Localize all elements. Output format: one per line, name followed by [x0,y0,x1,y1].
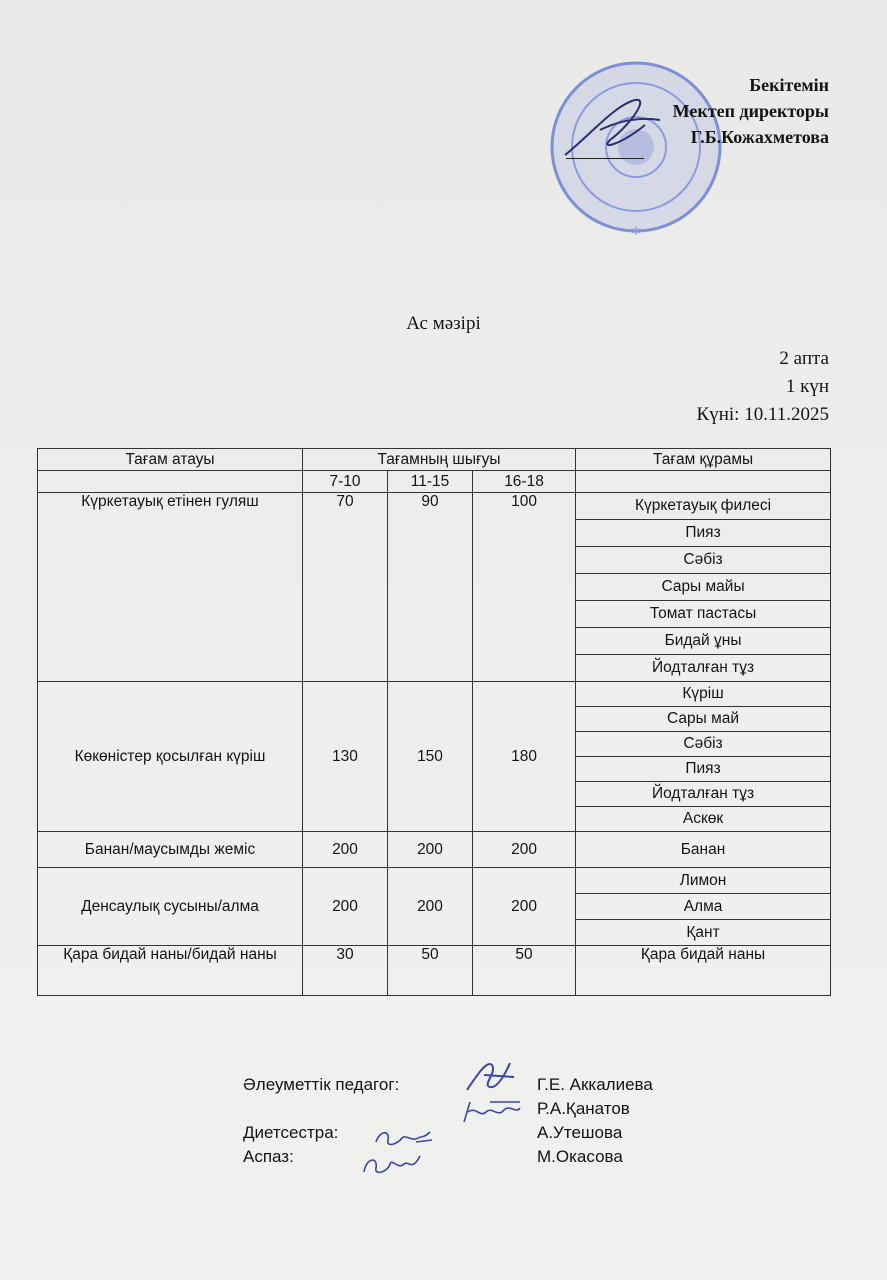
dietitian-signature [372,1124,436,1152]
ingredient: Пияз [576,757,831,782]
table-row [38,868,831,894]
yield-value: 200 [473,832,576,868]
header-composition: Тағам құрамы [576,449,831,471]
ingredient: Сары майы [576,574,831,601]
yield-value: 200 [473,868,576,946]
ingredient: Лимон [576,868,831,894]
yield-value: 200 [388,832,473,868]
age-group: 11-15 [388,471,473,493]
svg-text:✻: ✻ [631,225,641,235]
yield-value: 30 [303,946,388,996]
director-signature-line [566,158,644,159]
yield-value: 70 [303,493,388,682]
ingredient: Йодталған тұз [576,782,831,807]
table-row [38,832,831,868]
ingredient: Банан [576,832,831,868]
approval-block [673,72,829,150]
signature-name: Г.Е. Аккалиева [537,1075,653,1094]
ingredient: Бидай ұны [576,628,831,655]
yield-value: 200 [388,868,473,946]
table-age-row [38,471,831,493]
ingredient: Йодталған тұз [576,655,831,682]
document-title: Ас мәзірі [406,313,481,334]
day-label: 1 күн [785,376,829,397]
table-row [38,946,831,996]
header-yield: Тағамның шығуы [303,449,576,471]
yield-value: 50 [388,946,473,996]
signature-role: Диетсестра: [243,1123,339,1142]
date-label: Күні: 10.11.2025 [696,404,829,425]
ingredient: Сәбіз [576,547,831,574]
signature-name: А.Утешова [537,1123,623,1142]
yield-value: 100 [473,493,576,682]
approve-position: Мектеп директоры [672,101,829,121]
ingredient: Сәбіз [576,732,831,757]
signature-name: Р.А.Қанатов [537,1099,630,1118]
signature-role: Әлеуметтік педагог: [243,1075,400,1094]
dish-name: Денсаулық сусыны/алма [38,868,303,946]
yield-value: 50 [473,946,576,996]
dish-name: Қара бидай наны/бидай наны [38,946,303,996]
yield-value: 90 [388,493,473,682]
ingredient: Аскөк [576,807,831,832]
dish-name: Банан/маусымды жеміс [38,832,303,868]
header-dish-name: Тағам атауы [38,449,303,471]
yield-value: 130 [303,682,388,832]
age-group: 7-10 [303,471,388,493]
kanatov-signature [460,1098,524,1128]
social-pedagogue-signature [462,1055,522,1097]
yield-value: 200 [303,868,388,946]
ingredient: Сары май [576,707,831,732]
ingredient: Күркетауық филесі [576,493,831,520]
menu-meta [697,345,829,429]
ingredient: Қант [576,920,831,946]
ingredient: Пияз [576,520,831,547]
empty-cell [576,471,831,493]
dish-name: Көкөністер қосылған күріш [38,682,303,832]
empty-cell [38,471,303,493]
yield-value: 150 [388,682,473,832]
yield-value: 200 [303,832,388,868]
table-header-row [38,449,831,471]
table-row [38,682,831,707]
yield-value: 180 [473,682,576,832]
cook-signature [360,1150,424,1182]
approve-director-name: Г.Б.Кожахметова [690,127,829,147]
ingredient: Томат пастасы [576,601,831,628]
dish-name: Күркетауық етінен гуляш [38,493,303,682]
age-group: 16-18 [473,471,576,493]
director-signature [560,95,670,165]
table-row [38,493,831,520]
ingredient: Алма [576,894,831,920]
approve-heading: Бекітемін [749,75,829,95]
signature-name: М.Окасова [537,1147,623,1166]
ingredient: Қара бидай наны [576,946,831,996]
signature-role: Аспаз: [243,1147,294,1166]
menu-table [37,448,831,996]
ingredient: Күріш [576,682,831,707]
week-label: 2 апта [779,348,829,369]
